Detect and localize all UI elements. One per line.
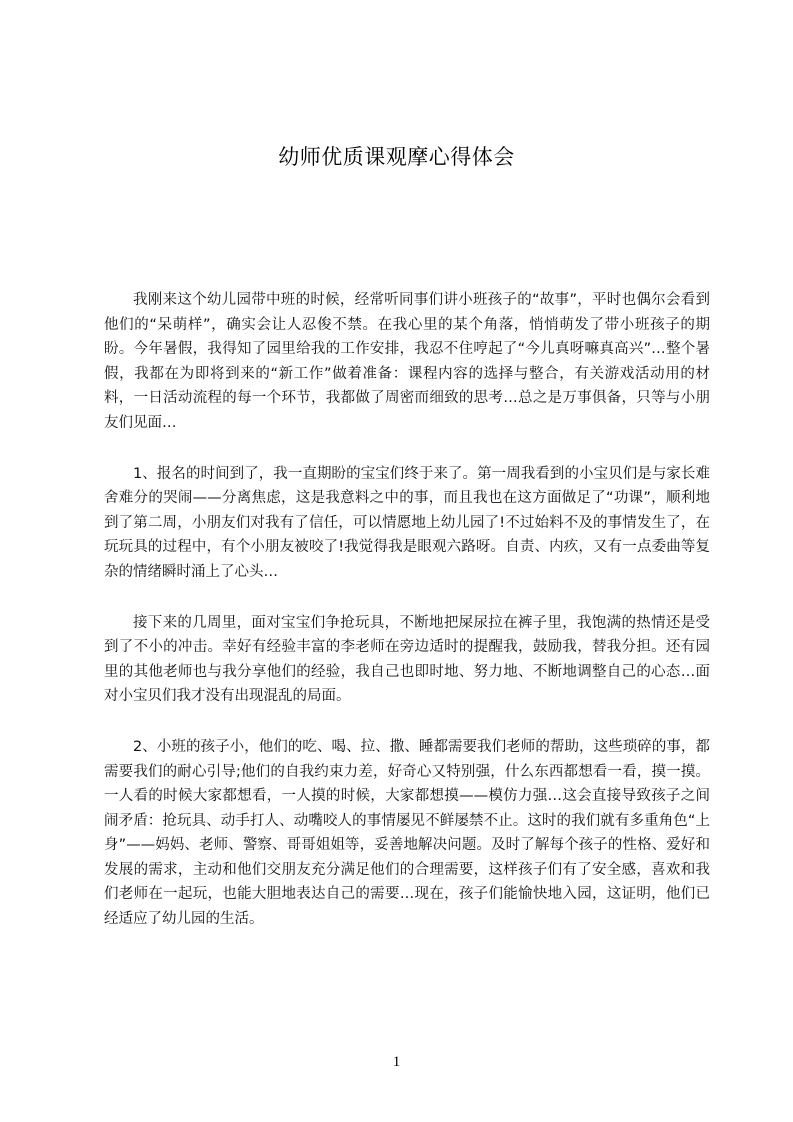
paragraph-intro: 我刚来这个幼儿园带中班的时候，经常听同事们讲小班孩子的“故事”，平时也偶尔会看到他们的“呆萌样”，确实会让人忍俊不禁。在我心里的某个角落，悄悄萌发了带小班孩子的期盼。今年暑假，我得知了园里给我的工作安排，我忍不住哼起了“今儿真呀嘛真高兴”…整个暑假，我都在为即将到来的“新工作”做着准备：课程内容的选择与整合，有关游戏活动用的材料，一日活动流程的每一个环节，我都做了周密而细致的思考…总之是万事俱备，只等与小朋友们见面…	[104, 292, 710, 431]
paragraph-section-1: 1、报名的时间到了，我一直期盼的宝宝们终于来了。第一周我看到的小宝贝们是与家长难舍难分的哭闹——分离焦虑，这是我意料之中的事，而且我也在这方面做足了“功课”，顺利地到了第二周，小朋友们对我有了信任，可以情愿地上幼儿园了!不过始料不及的事情发生了，在玩玩具的过程中，有个小朋友被咬了!我觉得我是眼观六路呀。自责、内疚，又有一点委曲等复杂的情绪瞬时涌上了心头…	[104, 465, 710, 580]
document-title: 幼师优质课观摩心得体会	[278, 145, 515, 169]
document-body	[104, 288, 710, 958]
paragraph-section-2: 2、小班的孩子小，他们的吃、喝、拉、撒、睡都需要我们老师的帮助，这些琐碎的事，都需要我们的耐心引导;他们的自我约束力差，好奇心又特别强，什么东西都想看一看，摸一摸。一人看的时候大家都想看，一人摸的时候，大家都想摸——模仿力强…这会直接导致孩子之间闹矛盾：抢玩具、动手打人、动嘴咬人的事情屡见不鲜屡禁不止。这时的我们就有多重角色“上身”——妈妈、老师、警察、哥哥姐姐等，妥善地解决问题。及时了解每个孩子的性格、爱好和发展的需求，主动和他们交朋友充分满足他们的合理需要，这样孩子们有了安全感，喜欢和我们老师在一起玩，也能大胆地表达自己的需要…现在，孩子们能愉快地入园，这证明，他们已经适应了幼儿园的生活。	[104, 738, 710, 928]
page-number: 1	[392, 1054, 401, 1070]
paragraph-following-weeks: 接下来的几周里，面对宝宝们争抢玩具，不断地把屎尿拉在裤子里，我饱满的热情还是受到了不小的冲击。幸好有经验丰富的李老师在旁边适时的提醒我，鼓励我，替我分担。还有园里的其他老师也与我分享他们的经验，我自己也即时地、努力地、不断地调整自己的心态…面对小宝贝们我才没有出现混乱的局面。	[104, 614, 710, 705]
